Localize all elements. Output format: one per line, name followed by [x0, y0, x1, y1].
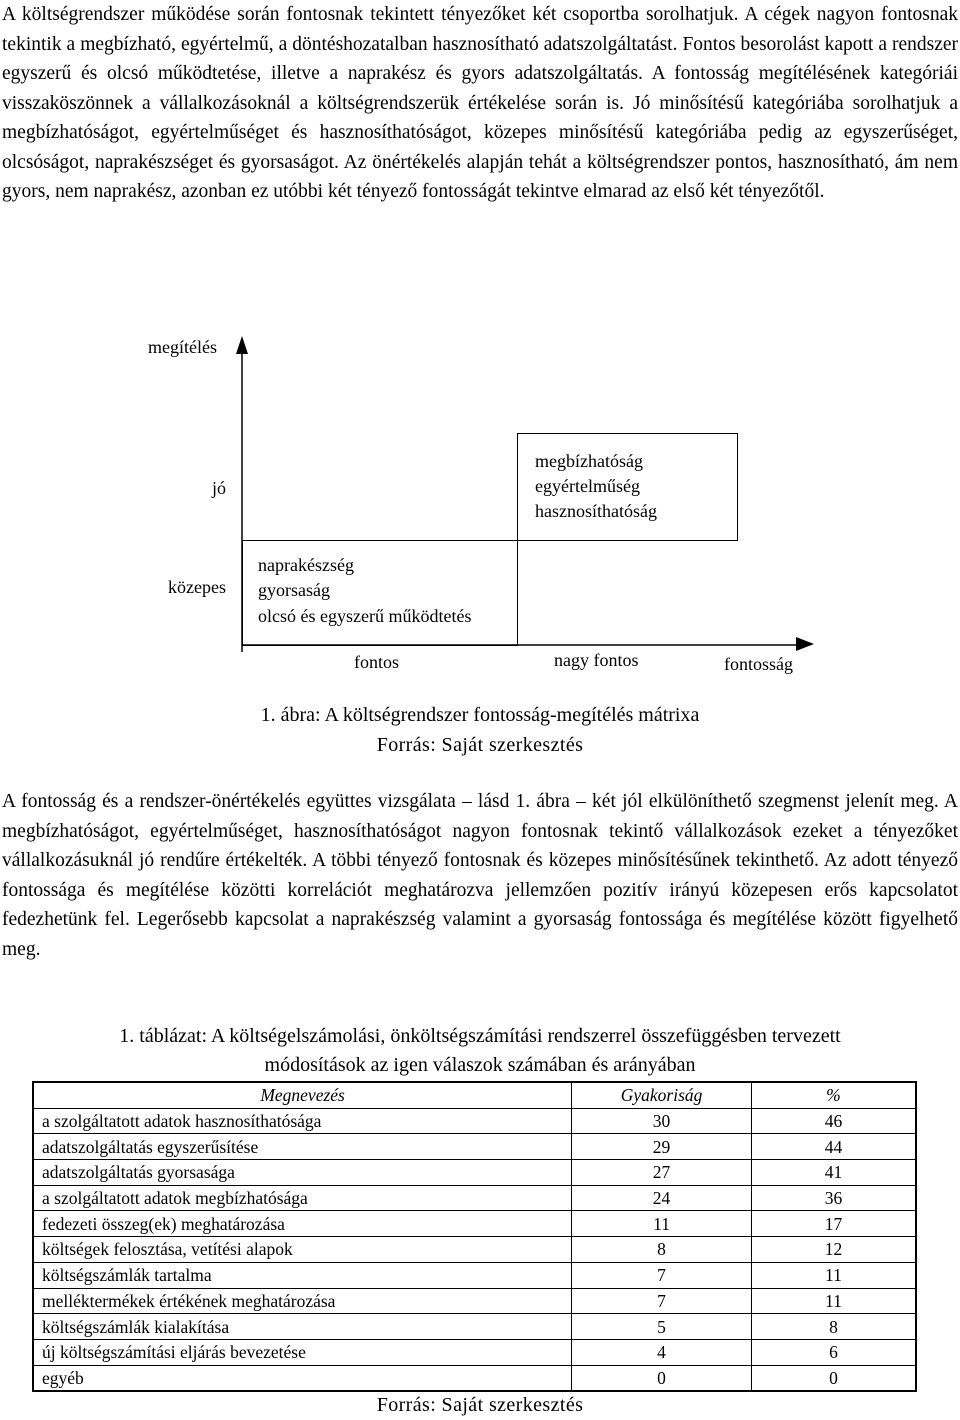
top-right-item: megbízhatóság [535, 451, 643, 471]
row-percent: 0 [751, 1365, 916, 1391]
row-frequency: 5 [572, 1314, 752, 1340]
row-percent: 12 [751, 1237, 916, 1263]
row-name: egyéb [33, 1365, 572, 1391]
table-row [33, 1314, 916, 1340]
second-paragraph: A fontosság és a rendszer-önértékelés együttes vizsgálata – lásd 1. ábra – két jól elkülöníthető szegmenst jelenít meg. A megbízhatóságot, egyértelműséget, hasznosíthatóságot nagyon fontosnak tekintő vállalkozások ezeket a tényezőket vállalkozásuknál jó rendűre értékelték. A többi tényező fontosnak és közepes minősítésűnek tekinthető. Az adott tényező fontossága és megítélése közötti korrelációt meghatározva jellemzően pozitív irányú közepesen erős kapcsolatot fedezhetünk fel. Legerősebb kapcsolat a naprakészség valamint a gyorsaság fontossága és megítélése között figyelhető meg. [2, 791, 958, 960]
bottom-left-item: naprakészség [258, 555, 354, 575]
table-row [33, 1160, 916, 1186]
row-name: költségszámlák kialakítása [33, 1314, 572, 1340]
row-frequency: 7 [572, 1288, 752, 1314]
x-axis-label: fontosság [724, 654, 793, 674]
row-frequency: 0 [572, 1365, 752, 1391]
bottom-left-item: gyorsaság [258, 580, 330, 600]
table-row [33, 1108, 916, 1134]
header-frequency: Gyakoriság [572, 1082, 752, 1108]
table-row [33, 1339, 916, 1365]
table-row [33, 1262, 916, 1288]
row-frequency: 11 [572, 1211, 752, 1237]
header-name: Megnevezés [33, 1082, 572, 1108]
row-name: adatszolgáltatás egyszerűsítése [33, 1134, 572, 1160]
top-right-item: hasznosíthatóság [535, 501, 657, 521]
row-percent: 11 [751, 1262, 916, 1288]
row-percent: 46 [751, 1108, 916, 1134]
figure-source: Forrás: Saját szerkesztés [376, 734, 584, 756]
row-name: adatszolgáltatás gyorsasága [33, 1160, 572, 1186]
row-name: új költségszámítási eljárás bevezetése [33, 1339, 572, 1365]
row-percent: 44 [751, 1134, 916, 1160]
figure-caption: 1. ábra: A költségrendszer fontosság-megítélés mátrixa [260, 704, 700, 726]
row-name: költségszámlák tartalma [33, 1262, 572, 1288]
row-frequency: 29 [572, 1134, 752, 1160]
col-label-important: fontos [354, 652, 399, 672]
y-axis-arrow [236, 336, 248, 354]
table-row [33, 1288, 916, 1314]
row-frequency: 24 [572, 1185, 752, 1211]
row-percent: 6 [751, 1339, 916, 1365]
table-row [33, 1134, 916, 1160]
table-caption-line2: módosítások az igen válaszok számában és arányában [264, 1054, 696, 1076]
row-name: a szolgáltatott adatok megbízhatósága [33, 1185, 572, 1211]
table-row [33, 1211, 916, 1237]
row-name: melléktermékek értékének meghatározása [33, 1288, 572, 1314]
row-percent: 36 [751, 1185, 916, 1211]
table-caption-line1: 1. táblázat: A költségelszámolási, önköltségszámítási rendszerrel összefüggésben tervezett [119, 1025, 841, 1047]
row-percent: 11 [751, 1288, 916, 1314]
header-percent: % [751, 1082, 916, 1108]
row-frequency: 27 [572, 1160, 752, 1186]
x-axis-arrow [796, 637, 814, 651]
intro-paragraph: A költségrendszer működése során fontosnak tekintett tényezőket két csoportba sorolhatjuk. A cégek nagyon fontosnak tekintik a megbízható, egyértelmű, a döntéshozatalban hasznosítható adatszolgáltatást. Fontos besorolást kapott a rendszer egyszerű és olcsó működtetése, illetve a naprakész és gyors adatszolgáltatás. A fontosság megítélésének kategóriái visszaköszönnek a vállalkozásoknál a költségrendszerük értékelése során is. Jó minősítésű kategóriába sorolhatjuk a megbízhatóságot, egyértelműséget és hasznosíthatóságot, közepes minősítésű kategóriába pedig az egyszerűséget, olcsóságot, naprakészséget és gyorsaságot. Az önértékelés alapján tehát a költségrendszer pontos, hasznosítható, ám nem gyors, nem naprakész, azonban ez utóbbi két tényező fontosságát tekintve elmarad az első két tényezőtől. [2, 4, 958, 202]
table-row [33, 1365, 916, 1391]
top-right-item: egyértelműség [535, 476, 640, 496]
y-axis-label: megítélés [148, 337, 217, 357]
row-frequency: 7 [572, 1262, 752, 1288]
row-percent: 41 [751, 1160, 916, 1186]
table-header-row [33, 1082, 916, 1108]
row-percent: 17 [751, 1211, 916, 1237]
row-label-medium: közepes [168, 577, 226, 597]
row-percent: 8 [751, 1314, 916, 1340]
row-label-good: jó [212, 478, 227, 498]
row-frequency: 4 [572, 1339, 752, 1365]
table-row [33, 1237, 916, 1263]
row-frequency: 30 [572, 1108, 752, 1134]
row-name: fedezeti összeg(ek) meghatározása [33, 1211, 572, 1237]
row-name: költségek felosztása, vetítési alapok [33, 1237, 572, 1263]
table-source: Forrás: Saját szerkesztés [376, 1394, 584, 1416]
table-row [33, 1185, 916, 1211]
col-label-very-important: nagy fontos [554, 650, 639, 670]
row-frequency: 8 [572, 1237, 752, 1263]
data-table [32, 1081, 917, 1392]
bottom-left-item: olcsó és egyszerű működtetés [258, 606, 472, 626]
row-name: a szolgáltatott adatok hasznosíthatósága [33, 1108, 572, 1134]
